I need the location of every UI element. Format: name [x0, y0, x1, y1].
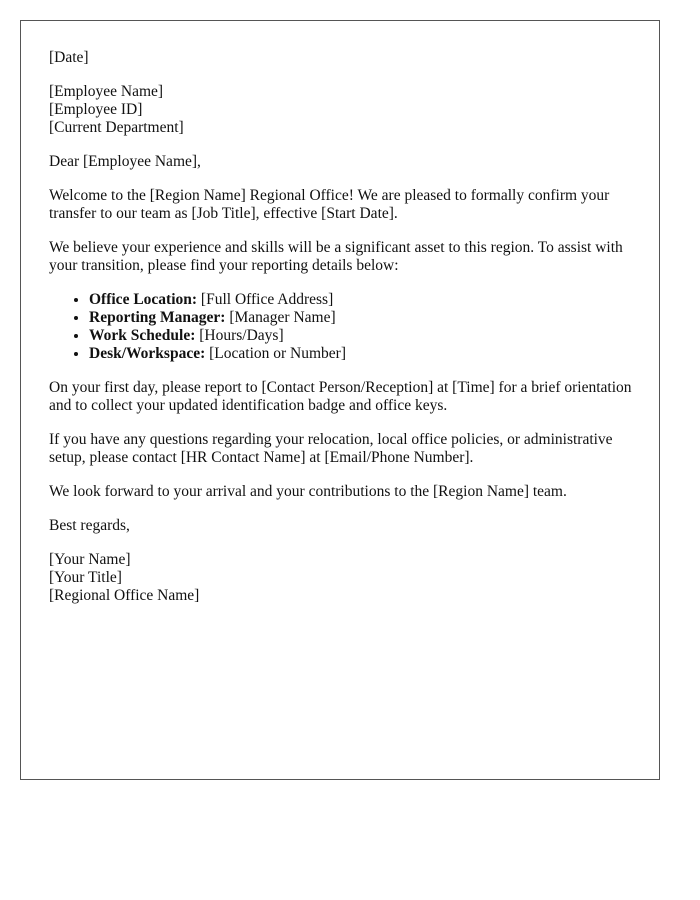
employee-name: [Employee Name] — [49, 83, 164, 100]
detail-value: [Full Office Address] — [197, 291, 334, 308]
signer-office: [Regional Office Name] — [49, 587, 200, 604]
letter-date: [Date] — [49, 49, 89, 66]
detail-value: [Hours/Days] — [195, 327, 284, 344]
list-item — [89, 345, 639, 363]
list-item — [89, 309, 639, 327]
detail-value: [Location or Number] — [205, 345, 346, 362]
signer-title: [Your Title] — [49, 569, 122, 586]
current-department: [Current Department] — [49, 119, 184, 136]
reporting-details-list — [49, 291, 639, 363]
detail-value: [Manager Name] — [225, 309, 336, 326]
detail-label: Office Location: — [89, 291, 198, 308]
signer-name: [Your Name] — [49, 551, 131, 568]
list-item — [89, 327, 639, 345]
look-forward-paragraph: We look forward to your arrival and your contributions to the [Region Name] team. — [49, 483, 567, 500]
welcome-paragraph: Welcome to the [Region Name] Regional Office! We are pleased to formally confirm your transfer to our team as [Job Title], effective [Start Date]. — [49, 187, 610, 222]
signature-block — [49, 551, 639, 605]
questions-paragraph: If you have any questions regarding your relocation, local office policies, or administrative setup, please contact [HR Contact Name] at [Email/Phone Number]. — [49, 431, 613, 466]
letter-body — [49, 49, 639, 621]
first-day-paragraph: On your first day, please report to [Contact Person/Reception] at [Time] for a brief orientation and to collect your updated identification badge and office keys. — [49, 379, 632, 414]
detail-label: Work Schedule: — [89, 327, 196, 344]
list-item — [89, 291, 639, 309]
recipient-block — [49, 83, 639, 137]
detail-label: Reporting Manager: — [89, 309, 226, 326]
letter-page — [20, 20, 660, 780]
closing: Best regards, — [49, 517, 130, 534]
employee-id: [Employee ID] — [49, 101, 143, 118]
date-block — [49, 49, 639, 67]
transition-paragraph: We believe your experience and skills will be a significant asset to this region. To assist with your transition, please find your reporting details below: — [49, 239, 623, 274]
greeting: Dear [Employee Name], — [49, 153, 201, 170]
detail-label: Desk/Workspace: — [89, 345, 206, 362]
